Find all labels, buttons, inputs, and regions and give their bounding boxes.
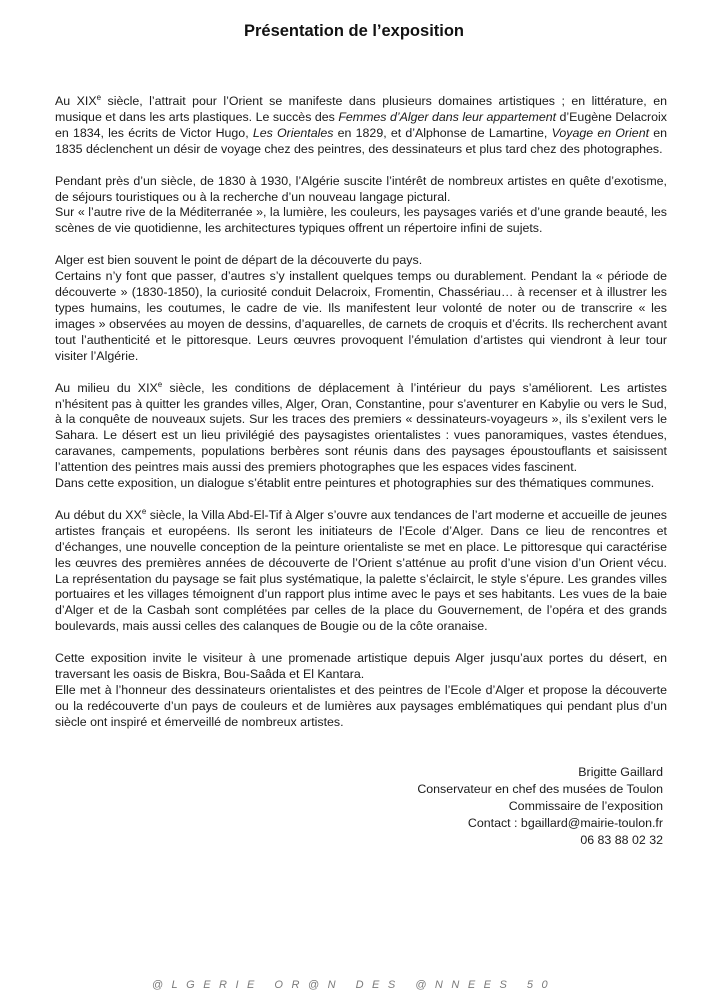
signature-name: Brigitte Gaillard xyxy=(578,765,663,779)
footer-watermark: @LGERIE OR@N DES @NNEES 50 xyxy=(151,979,557,991)
signature-role-2: Commissaire de l’exposition xyxy=(508,799,663,813)
p4-text-2: Dans cette exposition, un dialogue s’établit entre peintures et photographies sur des thématiques communes. xyxy=(55,476,655,491)
signature-block xyxy=(417,764,663,849)
p4-text-a: Au milieu du XIX xyxy=(55,380,158,395)
p5-text-a: Au début du XX xyxy=(55,507,142,522)
p3-text-2: Certains n’y font que passer, d’autres s’y installent quelques temps ou durablement. Pendant la « période de découverte » (1830-1850), la curiosité conduit Delacroix, Fromentin, Chassériau… à recenser et à illustrer les types humains, les coutumes, le cadre de vie. Ils manifestent leur volonté de noter ou de transcrire « les images » observées au moyen de dessins, d’aquarelles, de carnets de croquis et d’écrits. Ils recherchent avant tout l’authenticité et le pittoresque. Leurs œuvres provoquent l’émulation d’artistes qui viendront à leur tour visiter l’Algérie. xyxy=(55,269,667,363)
p1-text-b: siècle, l’attrait pour l’Orient se manifeste dans plusieurs domaines artistiques ; en littérature, en musique et dans les arts plastiques. Le succès des xyxy=(55,94,667,124)
paragraph-3 xyxy=(55,253,667,364)
body-text xyxy=(55,94,667,731)
p6-text-1: Cette exposition invite le visiteur à une promenade artistique depuis Alger jusqu’aux portes du désert, en traversant les oasis de Biskra, Bou-Saâda et El Kantara. xyxy=(55,651,667,682)
p2-text-1: Pendant près d’un siècle, de 1830 à 1930, l’Algérie suscite l’intérêt de nombreux artistes en quête d’exotisme, de séjours touristiques ou à la recherche d’un nouveau langage pictural. xyxy=(55,173,667,204)
paragraph-4 xyxy=(55,381,667,492)
p5-superscript: e xyxy=(141,506,147,516)
p1-superscript: e xyxy=(96,92,102,102)
p1-text-d: en 1829, et d’Alphonse de Lamartine, xyxy=(333,125,552,140)
p1-text-e: en 1835 déclenchent un désir de voyage chez des peintres, des dessinateurs et plus tard chez des photographes. xyxy=(55,125,668,156)
p1-italic-title-2: Les Orientales xyxy=(252,125,334,140)
p5-text-b: siècle, la Villa Abd-El-Tif à Alger s’ouvre aux tendances de l’art moderne et accueille de jeunes artistes français et européens. Ils seront les initiateurs de l’Ecole d’Alger. Dans ce lieu de rencontres et d’échanges, une nouvelle conception de la peinture orientaliste se met en place. Le pittoresque qui caractérise les œuvres des premières années de découverte de l’Orient s’atténue au profit d’une vision d’un Orient vécu. La représentation du paysage se fait plus systématique, la palette s’éclaircit, le style s’épure. Les grandes villes portuaires et les villages témoignent d’un rapport plus intime avec le pays et ses habitants. Les vues de la baie d’Alger et de la Casbah sont complétées par celles de la place du Gouvernement, de l’opéra et des grands boulevards, mais aussi celles des calanques de Bougie ou de la côte oranaise. xyxy=(55,507,667,634)
p1-text-c: d’Eugène Delacroix en 1834, les écrits de Victor Hugo, xyxy=(55,109,667,140)
p1-text-a: Au XIX xyxy=(55,94,97,108)
paragraph-1 xyxy=(55,94,667,158)
paragraph-6 xyxy=(55,651,667,731)
p1-italic-title-1: Femmes d’Alger dans leur appartement xyxy=(338,109,557,124)
p4-text-b: siècle, les conditions de déplacement à l’intérieur du pays s’améliorent. Les artistes n’hésitent pas à quitter les grandes villes, Alger, Oran, Constantine, pour s’aventurer en Kabylie ou vers le Sud, à la conquête de nouveaux sujets. Sur les traces des premiers « dessinateurs-voyageurs », ils s’exilent vers le Sahara. Le désert est un lieu privilégié des paysagistes orientalistes : vues panoramiques, vastes étendues, caravanes, campements, populations berbères sont réunis dans des paysages époustouflants et saisissent l’attention des peintres mais aussi des premiers photographes que les espaces vides fascinent. xyxy=(55,380,667,475)
signature-phone: 06 83 88 02 32 xyxy=(580,833,663,847)
p2-text-2: Sur « l’autre rive de la Méditerranée », la lumière, les couleurs, les paysages variés et d’une grande beauté, les scènes de vie quotidienne, les architectures typiques offrent un répertoire infini de sujets. xyxy=(55,205,667,236)
signature-role-1: Conservateur en chef des musées de Toulon xyxy=(417,782,663,796)
p3-text-1: Alger est bien souvent le point de départ de la découverte du pays. xyxy=(55,253,423,268)
signature-contact: Contact : bgaillard@mairie-toulon.fr xyxy=(467,816,663,830)
p4-superscript: e xyxy=(157,379,163,389)
paragraph-2 xyxy=(55,174,667,238)
p6-text-2: Elle met à l’honneur des dessinateurs orientalistes et des peintres de l’Ecole d’Alger et propose la découverte ou la redécouverte d’un pays de couleurs et de lumières aux paysages emblématiques qui pendant plus d’un siècle ont inspiré et émerveillé de nombreux artistes. xyxy=(55,683,667,729)
p1-italic-title-3: Voyage en Orient xyxy=(551,125,650,140)
paragraph-5 xyxy=(55,508,667,635)
page-title: Présentation de l’exposition xyxy=(243,22,465,40)
